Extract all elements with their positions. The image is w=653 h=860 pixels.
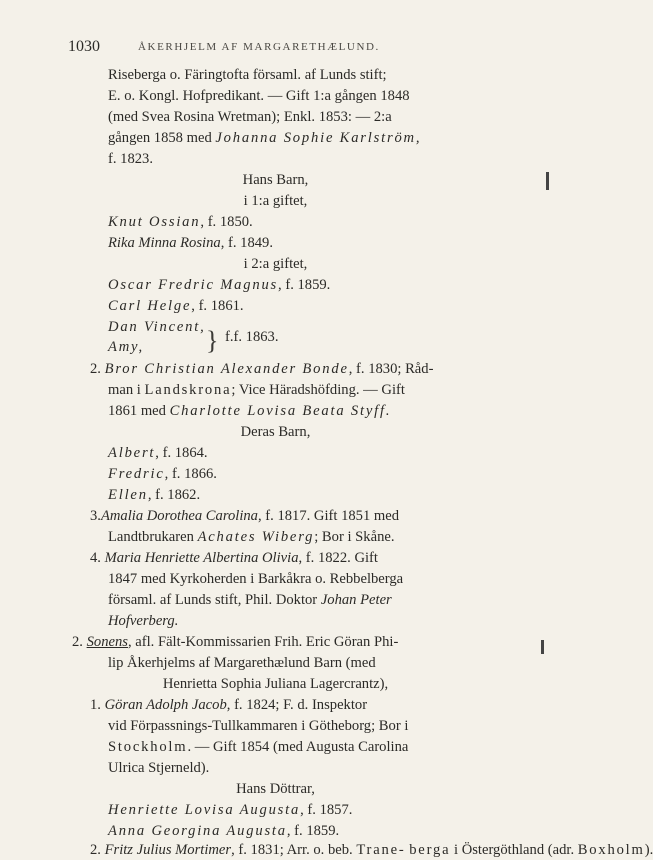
text-line: 1847 med Kyrkoherden i Barkåkra o. Rebbelberga — [108, 571, 404, 587]
child-entry: Amy, — [108, 339, 144, 355]
text-line: Landtbrukaren Achates Wiberg; Bor i Skåne. — [108, 529, 395, 545]
section-subheading: i 1:a giftet, — [243, 193, 308, 209]
shared-birth-year: f.f. 1863. — [225, 329, 279, 345]
numbered-entry: 3.Amalia Dorothea Carolina, f. 1817. Gift 1851 med — [90, 508, 400, 524]
child-entry: Fredric, f. 1866. — [108, 466, 217, 482]
text-line: man i Landskrona; Vice Häradshöfding. — Gift — [108, 382, 405, 398]
child-entry: Rika Minna Rosina, f. 1849. — [108, 235, 273, 251]
child-entry: Knut Ossian, f. 1850. — [108, 214, 253, 230]
text-line: gången 1858 med Johanna Sophie Karlström, — [108, 130, 422, 146]
text-line: Riseberga o. Färingtofta församl. af Lunds stift; — [108, 67, 387, 83]
text-line: Hofverberg. — [108, 613, 179, 629]
text-line: 1861 med Charlotte Lovisa Beata Styff. — [108, 403, 392, 419]
text-line: Ulrica Stjerneld). — [108, 760, 210, 776]
page-edge-mark — [546, 172, 549, 190]
section-heading: Deras Barn, — [240, 424, 311, 440]
numbered-entry: 1. Göran Adolph Jacob, f. 1824; F. d. Inspektor — [90, 697, 368, 713]
child-entry: Carl Helge, f. 1861. — [108, 298, 244, 314]
page-number: 1030 — [68, 38, 100, 55]
text-line: Stockholm. — Gift 1854 (med Augusta Carolina — [108, 739, 409, 755]
text-line: församl. af Lunds stift, Phil. Doktor Johan Peter — [108, 592, 392, 608]
text-line: vid Förpassnings-Tullkammaren i Götheborg; Bor i — [108, 718, 409, 734]
section-heading: Hans Döttrar, — [236, 781, 315, 797]
numbered-entry: 2. Bror Christian Alexander Bonde, f. 1830; Råd- — [90, 361, 434, 377]
running-title: ÅKERHJELM AF MARGARETHÆLUND. — [138, 41, 380, 53]
child-entry: Ellen, f. 1862. — [108, 487, 201, 503]
text-line: lip Åkerhjelms af Margarethælund Barn (med — [108, 655, 376, 671]
child-entry: Oscar Fredric Magnus, f. 1859. — [108, 277, 331, 293]
child-entry: Henriette Lovisa Augusta, f. 1857. — [108, 802, 353, 818]
child-entry: Albert, f. 1864. — [108, 445, 208, 461]
page-edge-mark — [541, 640, 544, 654]
numbered-entry: 2. Sonens, afl. Fält-Kommissarien Frih. Eric Göran Phi- — [72, 634, 399, 650]
child-entry: Dan Vincent, — [108, 319, 206, 335]
text-line: Henrietta Sophia Juliana Lagercrantz), — [162, 676, 389, 692]
text-line: E. o. Kongl. Hofpredikant. — Gift 1:a gången 1848 — [108, 88, 410, 104]
text-line: (med Svea Rosina Wretman); Enkl. 1853: — 2:a — [108, 109, 392, 125]
numbered-entry: 4. Maria Henriette Albertina Olivia, f. 1822. Gift — [90, 550, 378, 566]
numbered-entry: 2. Fritz Julius Mortimer, f. 1831; Arr. o. beb. Trane- berga i Östergöthland (adr. Boxholm). — [90, 842, 653, 858]
child-entry: Anna Georgina Augusta, f. 1859. — [108, 823, 340, 839]
section-heading: Hans Barn, — [242, 172, 309, 188]
text-line: f. 1823. — [108, 151, 153, 167]
page-header — [68, 38, 528, 58]
section-subheading: i 2:a giftet, — [243, 256, 308, 272]
brace-mark: } — [206, 326, 219, 355]
